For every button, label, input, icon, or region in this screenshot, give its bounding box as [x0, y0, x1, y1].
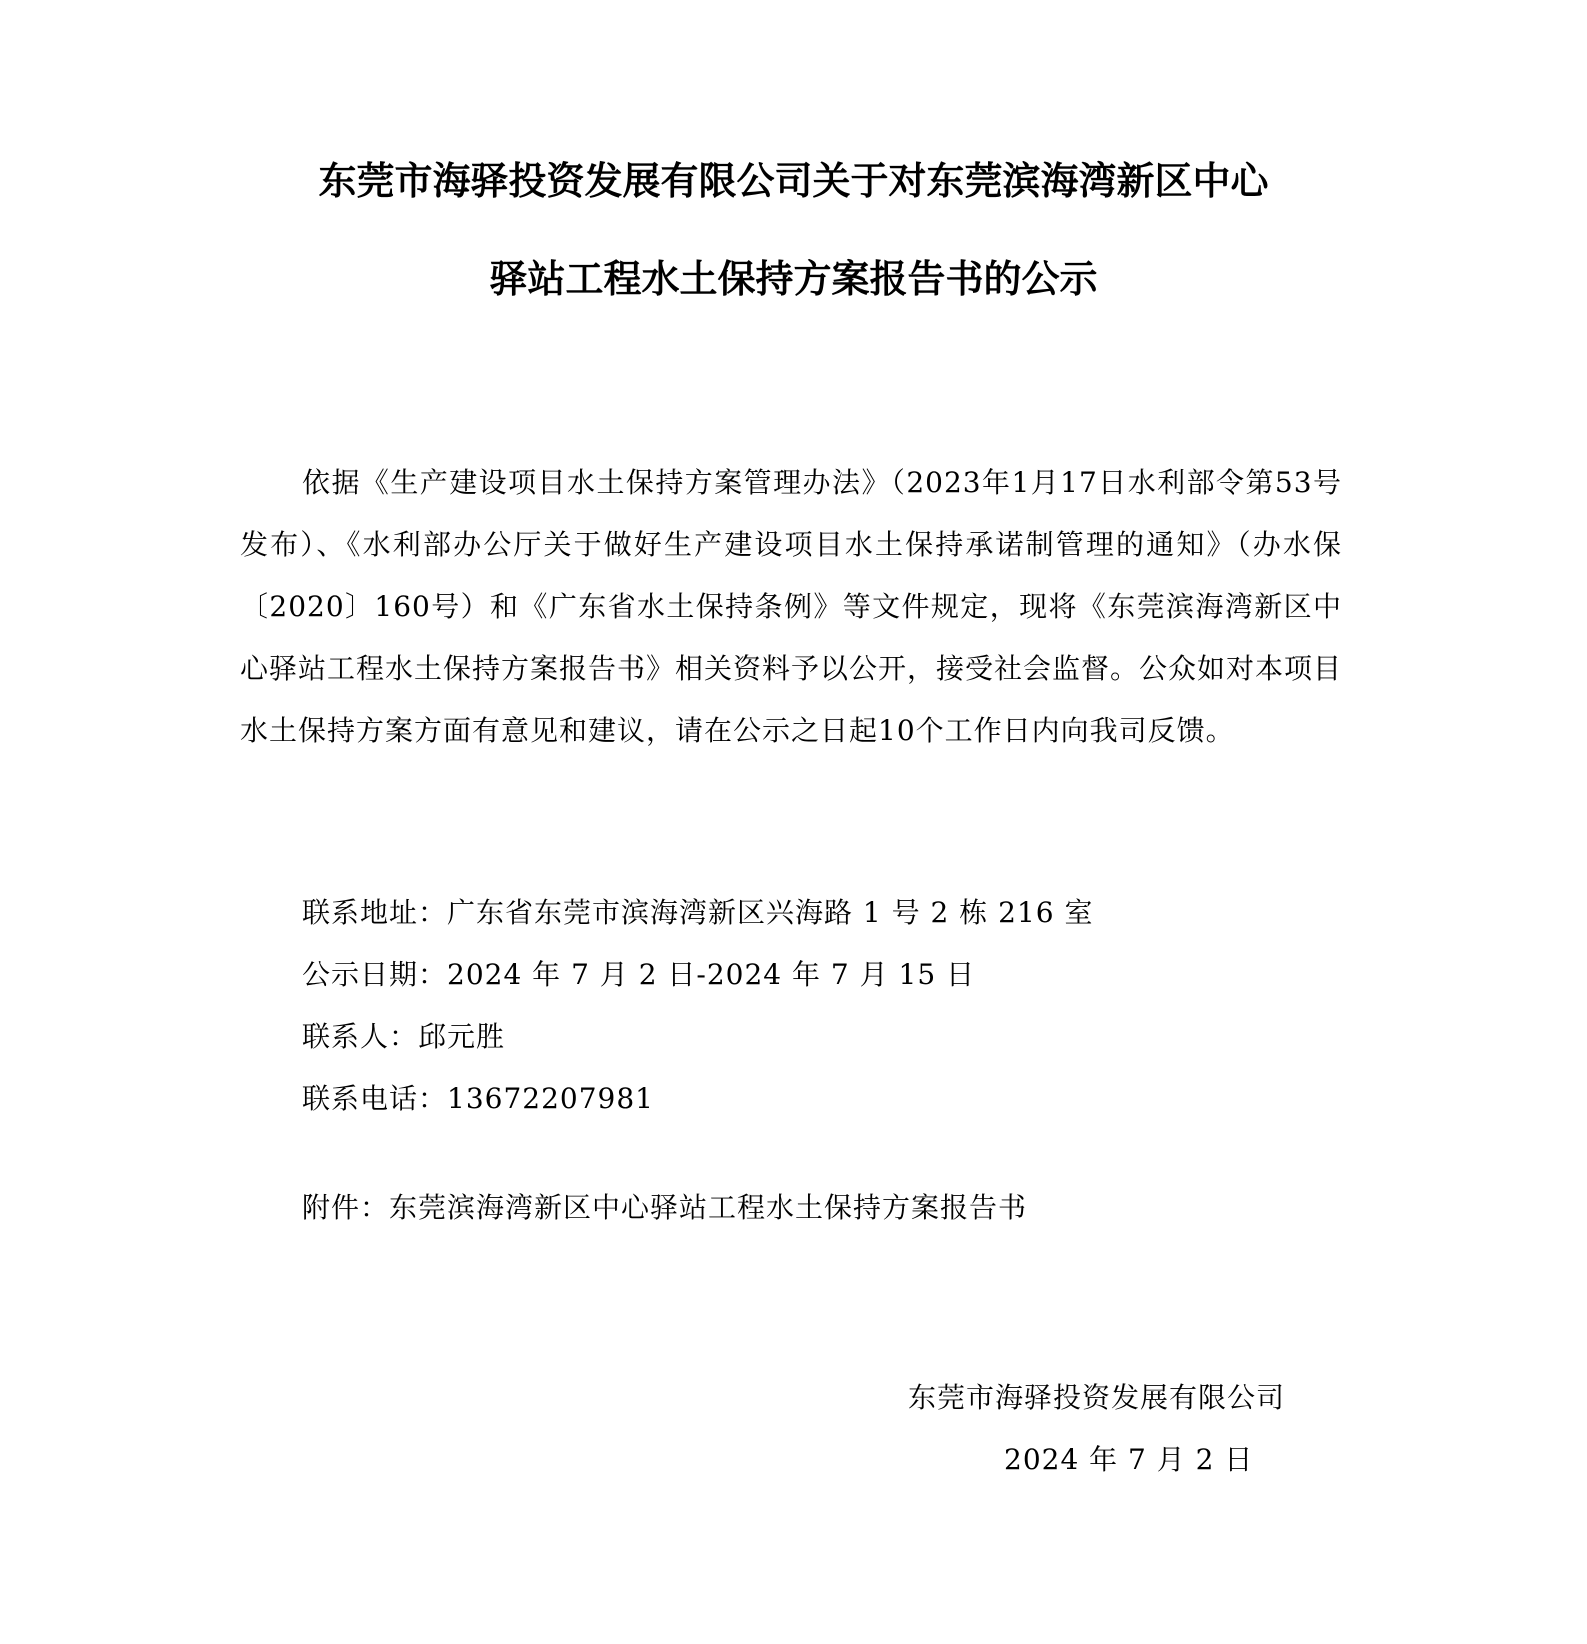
contact-phone-label: 联系电话： — [302, 1082, 448, 1115]
attachment-line — [302, 1188, 1027, 1228]
attachment-label: 附件： — [302, 1191, 390, 1224]
contact-address-label: 联系地址： — [302, 896, 448, 929]
notice-period-label: 公示日期： — [302, 958, 448, 991]
signature-date: 2024 年 7 月 2 日 — [1004, 1443, 1254, 1476]
signature-company: 东莞市海驿投资发展有限公司 — [908, 1381, 1286, 1414]
document-title-line-1: 东莞市海驿投资发展有限公司关于对东莞滨海湾新区中心 — [318, 158, 1269, 203]
contact-person-value: 邱元胜 — [418, 1020, 506, 1053]
contact-address-line — [302, 893, 1094, 933]
notice-period-line — [302, 955, 975, 995]
document-title-line-2: 驿站工程水土保持方案报告书的公示 — [489, 256, 1098, 301]
contact-address-value: 广东省东莞市滨海湾新区兴海路 1 号 2 栋 216 室 — [447, 896, 1094, 929]
contact-person-label: 联系人： — [302, 1020, 419, 1053]
notice-body-paragraph: 依据《生产建设项目水土保持方案管理办法》（2023年1月17日水利部令第53号发布）、《水利部办公厅关于做好生产建设项目水土保持承诺制管理的通知》（办水保〔2020〕160号）和《广东省水土保持条例》等文件规定，现将《东莞滨海湾新区中心驿站工程水土保持方案报告书》相关资料予以公开，接受社会监督。公众如对本项目水土保持方案方面有意见和建议，请在公示之日起10个工作日内向我司反馈。 — [240, 466, 1343, 747]
contact-person-line — [302, 1017, 505, 1057]
notice-period-value: 2024 年 7 月 2 日-2024 年 7 月 15 日 — [447, 958, 976, 991]
contact-phone-value: 13672207981 — [447, 1082, 654, 1115]
contact-phone-line — [302, 1079, 654, 1119]
attachment-value: 东莞滨海湾新区中心驿站工程水土保持方案报告书 — [389, 1191, 1028, 1224]
